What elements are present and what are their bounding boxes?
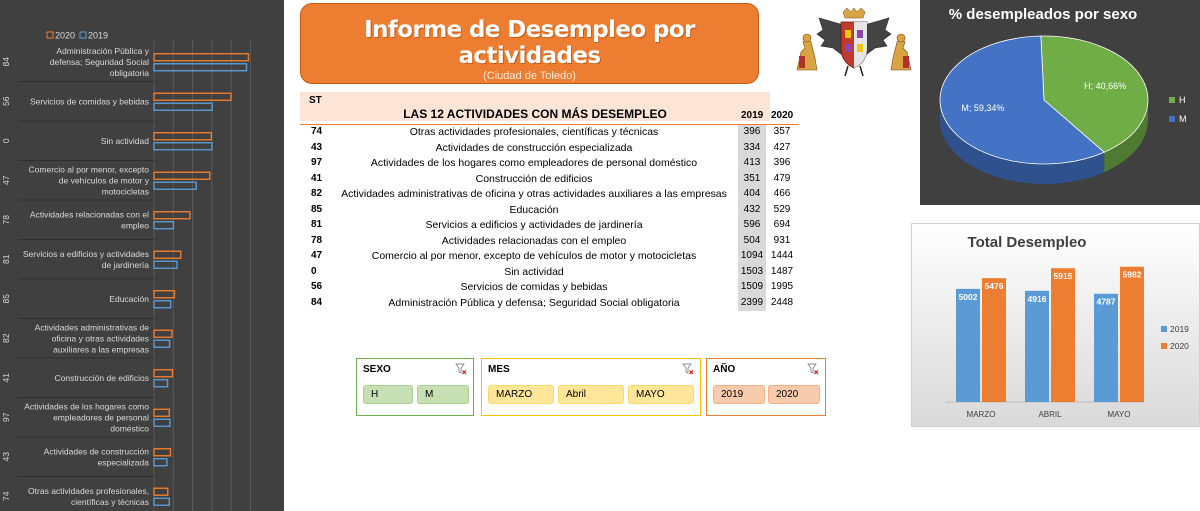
bar-data-label: 5476 bbox=[984, 281, 1004, 292]
category-code: 56 bbox=[1, 96, 11, 106]
bar-2019-85[interactable] bbox=[154, 301, 171, 308]
slicer-mes-title: MES bbox=[488, 364, 510, 375]
bar-2019-0[interactable] bbox=[154, 143, 212, 150]
row-code: 85 bbox=[311, 203, 323, 215]
slicer-sexo bbox=[356, 358, 474, 416]
row-activity: Actividades de los hogares como empleadores de personal doméstico bbox=[370, 157, 698, 169]
bar-data-label: 4916 bbox=[1027, 293, 1047, 304]
row-value-2020: 529 bbox=[773, 203, 791, 215]
row-activity: Servicios de comidas y bebidas bbox=[460, 281, 608, 293]
row-value-2020: 396 bbox=[773, 157, 791, 168]
category-label: doméstico bbox=[110, 423, 149, 434]
category-label: Servicios a edificios y actividades bbox=[22, 248, 149, 259]
category-label: Construcción de edificios bbox=[54, 372, 149, 383]
category-label: oficina y otras actividades bbox=[51, 333, 149, 344]
category-code: 43 bbox=[1, 452, 11, 462]
row-activity: Construcción de edificios bbox=[475, 172, 593, 185]
row-value-2019: 1509 bbox=[738, 280, 766, 296]
category-label: científicas y técnicas bbox=[71, 496, 149, 507]
slicer-sexo-item-m[interactable]: M bbox=[417, 385, 469, 404]
category-label: auxiliares a las empresas bbox=[53, 344, 149, 355]
row-code: 0 bbox=[311, 265, 317, 277]
row-code: 47 bbox=[311, 250, 323, 261]
category-code: 85 bbox=[1, 294, 11, 304]
category-code: 74 bbox=[1, 491, 11, 501]
category-label: obligatoria bbox=[109, 67, 149, 78]
category-label: Administración Pública y bbox=[56, 45, 149, 56]
bar-2019-84[interactable] bbox=[154, 64, 247, 71]
row-value-2019: 1503 bbox=[738, 265, 766, 281]
category-label: Actividades de los hogares como bbox=[24, 401, 149, 412]
row-code: 78 bbox=[311, 234, 323, 246]
category-label: especializada bbox=[97, 457, 149, 468]
row-value-2019: 504 bbox=[738, 234, 766, 250]
bar-2020-84[interactable] bbox=[154, 54, 248, 61]
row-code: 56 bbox=[311, 281, 323, 292]
slicer-mes-item-marzo[interactable]: MARZO bbox=[488, 385, 554, 404]
category-code: 0 bbox=[1, 138, 11, 144]
table-row bbox=[300, 172, 799, 188]
bar-2019-marzo[interactable] bbox=[956, 289, 980, 402]
bar-2019-78[interactable] bbox=[154, 222, 173, 229]
category-label: Otras actividades profesionales, bbox=[28, 485, 149, 496]
row-code: 82 bbox=[311, 188, 323, 199]
row-value-2020: 427 bbox=[773, 141, 791, 153]
slicer-sexo-title: SEXO bbox=[363, 364, 391, 375]
row-value-2019: 413 bbox=[738, 156, 766, 172]
table-row bbox=[300, 218, 799, 234]
row-value-2019: 432 bbox=[738, 203, 766, 219]
pie-legend-swatch-M bbox=[1169, 116, 1175, 122]
bar-2019-97[interactable] bbox=[154, 419, 170, 426]
slicer-mes bbox=[481, 358, 701, 416]
table-row bbox=[300, 280, 799, 296]
row-code: 81 bbox=[311, 219, 323, 230]
pie-label-M: M; 59,34% bbox=[961, 103, 1005, 114]
row-value-2019: 596 bbox=[738, 218, 766, 234]
pie-chart-svg bbox=[920, 0, 1200, 205]
row-activity: Servicios a edificios y actividades de jardinería bbox=[425, 219, 643, 231]
category-code: 82 bbox=[1, 333, 11, 343]
bar-2020-47[interactable] bbox=[154, 172, 210, 179]
activities-bar-chart-svg bbox=[0, 0, 284, 511]
legend-label-2019: 2019 bbox=[88, 30, 109, 41]
bar-2019-41[interactable] bbox=[154, 380, 168, 387]
row-activity: Educación bbox=[509, 203, 559, 216]
total-chart-svg bbox=[912, 224, 1200, 428]
category-code: 81 bbox=[1, 254, 11, 264]
bar-data-label: 5915 bbox=[1053, 271, 1073, 282]
x-tick-label: MAYO bbox=[1107, 410, 1131, 419]
row-value-2020: 1995 bbox=[770, 281, 794, 292]
slicer-anio-title: AÑO bbox=[713, 364, 736, 375]
bar-2019-56[interactable] bbox=[154, 103, 212, 110]
coat-of-arms-icon bbox=[793, 8, 915, 78]
table-body bbox=[300, 124, 799, 311]
row-value-2020: 1444 bbox=[770, 250, 794, 261]
row-value-2020: 1487 bbox=[770, 265, 794, 277]
category-label: Actividades administrativas de bbox=[34, 322, 149, 333]
row-activity: Otras actividades profesionales, científicas y técnicas bbox=[409, 126, 659, 138]
slicer-mes-item-abril[interactable]: Abril bbox=[558, 385, 624, 404]
category-label: defensa; Seguridad Social bbox=[49, 56, 149, 67]
report-subtitle: (Ciudad de Toledo) bbox=[483, 70, 576, 82]
pie-legend-label-M: M bbox=[1179, 114, 1187, 124]
pie-legend-label-H: H bbox=[1179, 95, 1186, 105]
bar-2019-74[interactable] bbox=[154, 498, 169, 505]
bar-data-label: 5982 bbox=[1122, 269, 1142, 280]
row-value-2019: 1094 bbox=[738, 249, 766, 265]
row-code: 41 bbox=[311, 172, 323, 184]
table-row bbox=[300, 125, 799, 141]
table-title: LAS 12 ACTIVIDADES CON MÁS DESEMPLEO bbox=[403, 107, 667, 121]
row-activity: Sin actividad bbox=[504, 265, 564, 278]
total-legend-label-2019: 2019 bbox=[1170, 324, 1189, 334]
total-chart-title: Total Desempleo bbox=[967, 234, 1087, 251]
row-activity: Actividades administrativas de oficina y otras actividades auxiliares a las empresas bbox=[341, 188, 727, 200]
category-label: Actividades de construcción bbox=[43, 446, 149, 457]
row-code: 74 bbox=[311, 126, 323, 137]
total-legend-swatch-2019 bbox=[1161, 326, 1167, 332]
table-row bbox=[300, 296, 799, 312]
clear-filter-icon[interactable] bbox=[682, 363, 694, 375]
category-code: 84 bbox=[1, 57, 11, 67]
activities-bar-chart[interactable] bbox=[0, 0, 284, 511]
category-label: de vehículos de motor y bbox=[58, 175, 149, 186]
slicer-anio-item-2019[interactable]: 2019 bbox=[713, 385, 765, 404]
bar-2020-mayo[interactable] bbox=[1120, 267, 1144, 402]
pie-chart-sexo[interactable] bbox=[920, 0, 1200, 205]
total-unemployment-chart[interactable] bbox=[911, 223, 1200, 427]
pie-legend-swatch-H bbox=[1169, 97, 1175, 103]
bar-2020-41[interactable] bbox=[154, 370, 172, 377]
report-title: Informe de Desempleo por actividades bbox=[364, 17, 695, 69]
year-header-2020: 2020 bbox=[771, 110, 794, 121]
row-value-2019: 334 bbox=[738, 141, 766, 157]
bar-2019-abril[interactable] bbox=[1025, 291, 1049, 402]
table-row bbox=[300, 234, 799, 250]
category-label: Actividades relacionadas con el bbox=[29, 209, 149, 220]
slicer-anio bbox=[706, 358, 826, 416]
legend-label-2020: 2020 bbox=[55, 30, 76, 41]
bar-2020-81[interactable] bbox=[154, 251, 181, 258]
activities-table bbox=[300, 92, 799, 313]
year-header-2019: 2019 bbox=[741, 110, 764, 121]
category-label: Educación bbox=[109, 293, 149, 304]
slicer-sexo-item-h[interactable]: H bbox=[363, 385, 413, 404]
row-code: 84 bbox=[311, 296, 323, 308]
bar-2020-97[interactable] bbox=[154, 409, 169, 416]
bar-2020-78[interactable] bbox=[154, 212, 190, 219]
row-value-2020: 931 bbox=[773, 234, 791, 246]
legend-swatch-2020 bbox=[47, 32, 53, 38]
pie-chart-title: % desempleados por sexo bbox=[948, 6, 1138, 23]
total-legend-label-2020: 2020 bbox=[1170, 341, 1189, 351]
row-activity: Actividades relacionadas con el empleo bbox=[441, 234, 627, 247]
category-label: de jardinería bbox=[101, 259, 149, 270]
x-tick-label: ABRIL bbox=[1038, 410, 1062, 419]
report-title-box bbox=[300, 3, 759, 84]
bar-2019-mayo[interactable] bbox=[1094, 294, 1118, 402]
row-value-2020: 479 bbox=[773, 172, 791, 184]
bar-2019-47[interactable] bbox=[154, 182, 196, 189]
bar-2020-82[interactable] bbox=[154, 330, 172, 337]
row-activity: Comercio al por menor, excepto de vehículos de motor y motocicletas bbox=[371, 250, 697, 262]
row-value-2019: 2399 bbox=[738, 296, 766, 312]
total-legend-swatch-2020 bbox=[1161, 343, 1167, 349]
row-value-2020: 694 bbox=[773, 219, 791, 230]
row-value-2020: 466 bbox=[773, 188, 791, 199]
bar-2019-43[interactable] bbox=[154, 459, 167, 466]
bar-data-label: 4787 bbox=[1096, 296, 1116, 307]
row-activity: Actividades de construcción especializada bbox=[435, 141, 633, 154]
slicer-anio-item-2020[interactable]: 2020 bbox=[768, 385, 820, 404]
table-row bbox=[300, 249, 799, 265]
table-row bbox=[300, 156, 799, 172]
bar-data-label: 5002 bbox=[958, 291, 978, 302]
bar-2020-85[interactable] bbox=[154, 291, 174, 298]
category-label: empleadores de personal bbox=[53, 412, 149, 423]
category-label: Sin actividad bbox=[100, 135, 149, 146]
table-row bbox=[300, 187, 799, 203]
row-value-2019: 404 bbox=[738, 187, 766, 203]
row-code: 97 bbox=[311, 157, 323, 168]
table-row bbox=[300, 203, 799, 219]
st-column-header: ST bbox=[309, 95, 322, 106]
bar-2020-74[interactable] bbox=[154, 488, 168, 495]
bar-2020-abril[interactable] bbox=[1051, 268, 1075, 402]
clear-filter-icon[interactable] bbox=[455, 363, 467, 375]
table-row bbox=[300, 265, 799, 281]
category-label: empleo bbox=[121, 220, 149, 231]
clear-filter-icon[interactable] bbox=[807, 363, 819, 375]
row-value-2019: 351 bbox=[738, 172, 766, 188]
row-value-2020: 2448 bbox=[770, 296, 794, 308]
pie-label-H: H; 40,66% bbox=[1084, 80, 1127, 91]
bar-2020-0[interactable] bbox=[154, 133, 211, 140]
x-tick-label: MARZO bbox=[966, 410, 996, 419]
bar-2019-82[interactable] bbox=[154, 340, 170, 347]
row-code: 43 bbox=[311, 141, 323, 153]
row-value-2020: 357 bbox=[773, 126, 791, 137]
table-row bbox=[300, 141, 799, 157]
category-label: Comercio al por menor, excepto bbox=[28, 164, 149, 175]
slicer-mes-item-mayo[interactable]: MAYO bbox=[628, 385, 694, 404]
category-code: 47 bbox=[1, 175, 11, 185]
category-code: 41 bbox=[1, 373, 11, 383]
category-label: motocicletas bbox=[101, 186, 149, 197]
row-value-2019: 396 bbox=[738, 125, 766, 141]
category-label: Servicios de comidas y bebidas bbox=[29, 96, 149, 107]
legend-swatch-2019 bbox=[80, 32, 86, 38]
row-activity: Administración Pública y defensa; Seguridad Social obligatoria bbox=[388, 296, 680, 309]
bar-2020-marzo[interactable] bbox=[982, 278, 1006, 402]
bar-2020-43[interactable] bbox=[154, 449, 170, 456]
category-code: 78 bbox=[1, 215, 11, 225]
category-code: 97 bbox=[1, 412, 11, 422]
